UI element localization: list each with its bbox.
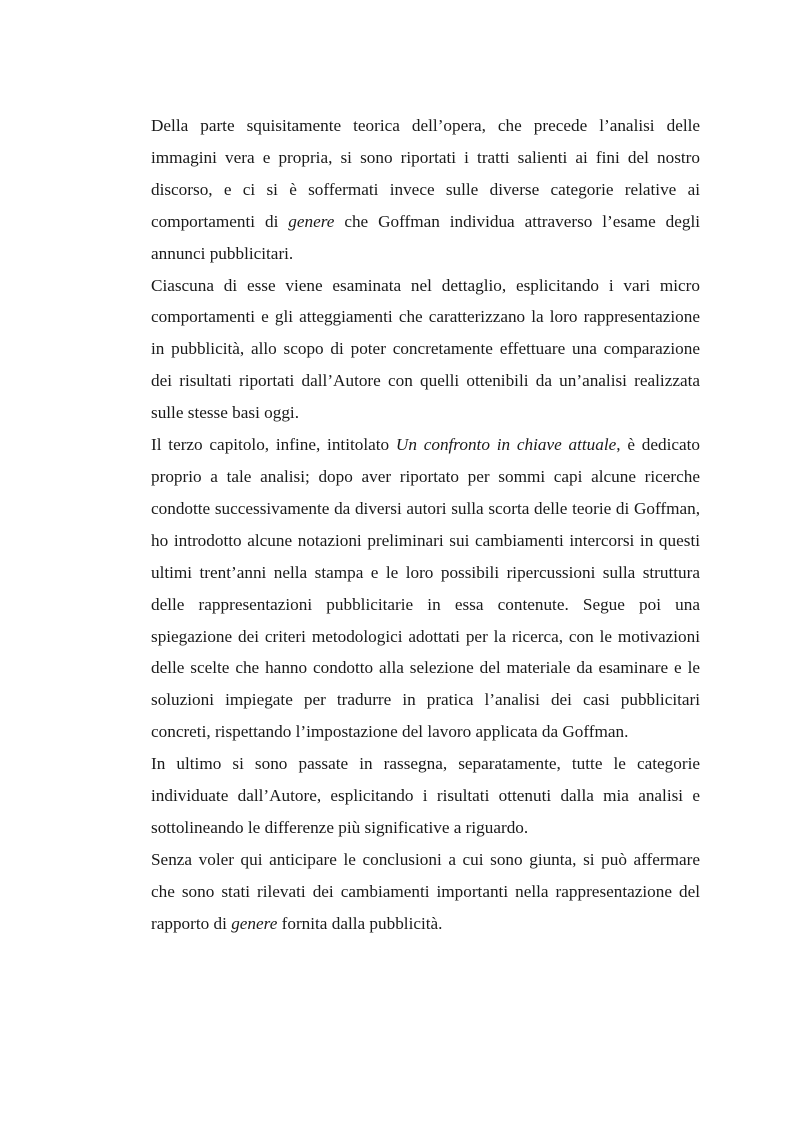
- paragraph-3-italic-title: Un confronto in chiave attuale: [395, 435, 617, 455]
- paragraph-3-text-2: , è dedicato proprio a tale analisi; dopo aver riportato per sommi capi alcune ricerche condotte successivamente da diversi autori sulla scorta delle teorie di Goffman, ho introdotto alcune notazioni preliminari sui cambiamenti intercorsi in questi ultimi trent’anni nella stampa e le loro possibili ripercussioni sulla struttura delle rappresentazioni pubblicitarie in essa contenute. Segue poi una spiegazione dei criteri metodologici adottati per la ricerca, con le motivazioni delle scelte che hanno condotto alla selezione del materiale da esaminare e le soluzioni impiegate per tradurre in pratica l’analisi dei casi pubblicitari concreti, rispettando l’impostazione del lavoro applicata da Goffman.: [151, 435, 700, 742]
- paragraph-5-text-1: Senza voler qui anticipare le conclusioni a cui sono giunta, si può affermare che sono stati rilevati dei cambiamenti importanti nella rappresentazione del rapporto di: [151, 849, 700, 933]
- paragraph-1-text-2: che Goffman individua attraverso l’esame degli annunci pubblicitari.: [151, 211, 700, 263]
- body-text: [151, 110, 700, 940]
- paragraph-1: [151, 110, 700, 270]
- paragraph-4-text-1: In ultimo si sono passate in rassegna, separatamente, tutte le categorie individuate dall’Autore, esplicitando i risultati ottenuti dalla mia analisi e sottolineando le differenze più significative a riguardo.: [151, 754, 700, 837]
- paragraph-2: [151, 270, 700, 430]
- paragraph-4: [151, 748, 700, 844]
- paragraph-5-text-2: fornita dalla pubblicità.: [277, 913, 443, 933]
- paragraph-5-italic-genere: genere: [231, 913, 278, 933]
- paragraph-2-text-1: Ciascuna di esse viene esaminata nel dettaglio, esplicitando i vari micro comportamenti e gli atteggiamenti che caratterizzano la loro rappresentazione in pubblicità, allo scopo di poter concretamente effettuare una comparazione dei risultati riportati dall’Autore con quelli ottenibili da un’analisi realizzata sulle stesse basi oggi.: [151, 275, 700, 423]
- paragraph-5: [151, 844, 700, 940]
- paragraph-3: [151, 429, 700, 748]
- paragraph-1-text-1: Della parte squisitamente teorica dell’opera, che precede l’analisi delle immagini vera e propria, si sono riportati i tratti salienti ai fini del nostro discorso, e ci si è soffermati invece sulle diverse categorie relative ai comportamenti di: [151, 116, 700, 231]
- paragraph-3-text-1: Il terzo capitolo, infine, intitolato: [151, 435, 396, 455]
- paragraph-1-italic-genere: genere: [288, 211, 335, 231]
